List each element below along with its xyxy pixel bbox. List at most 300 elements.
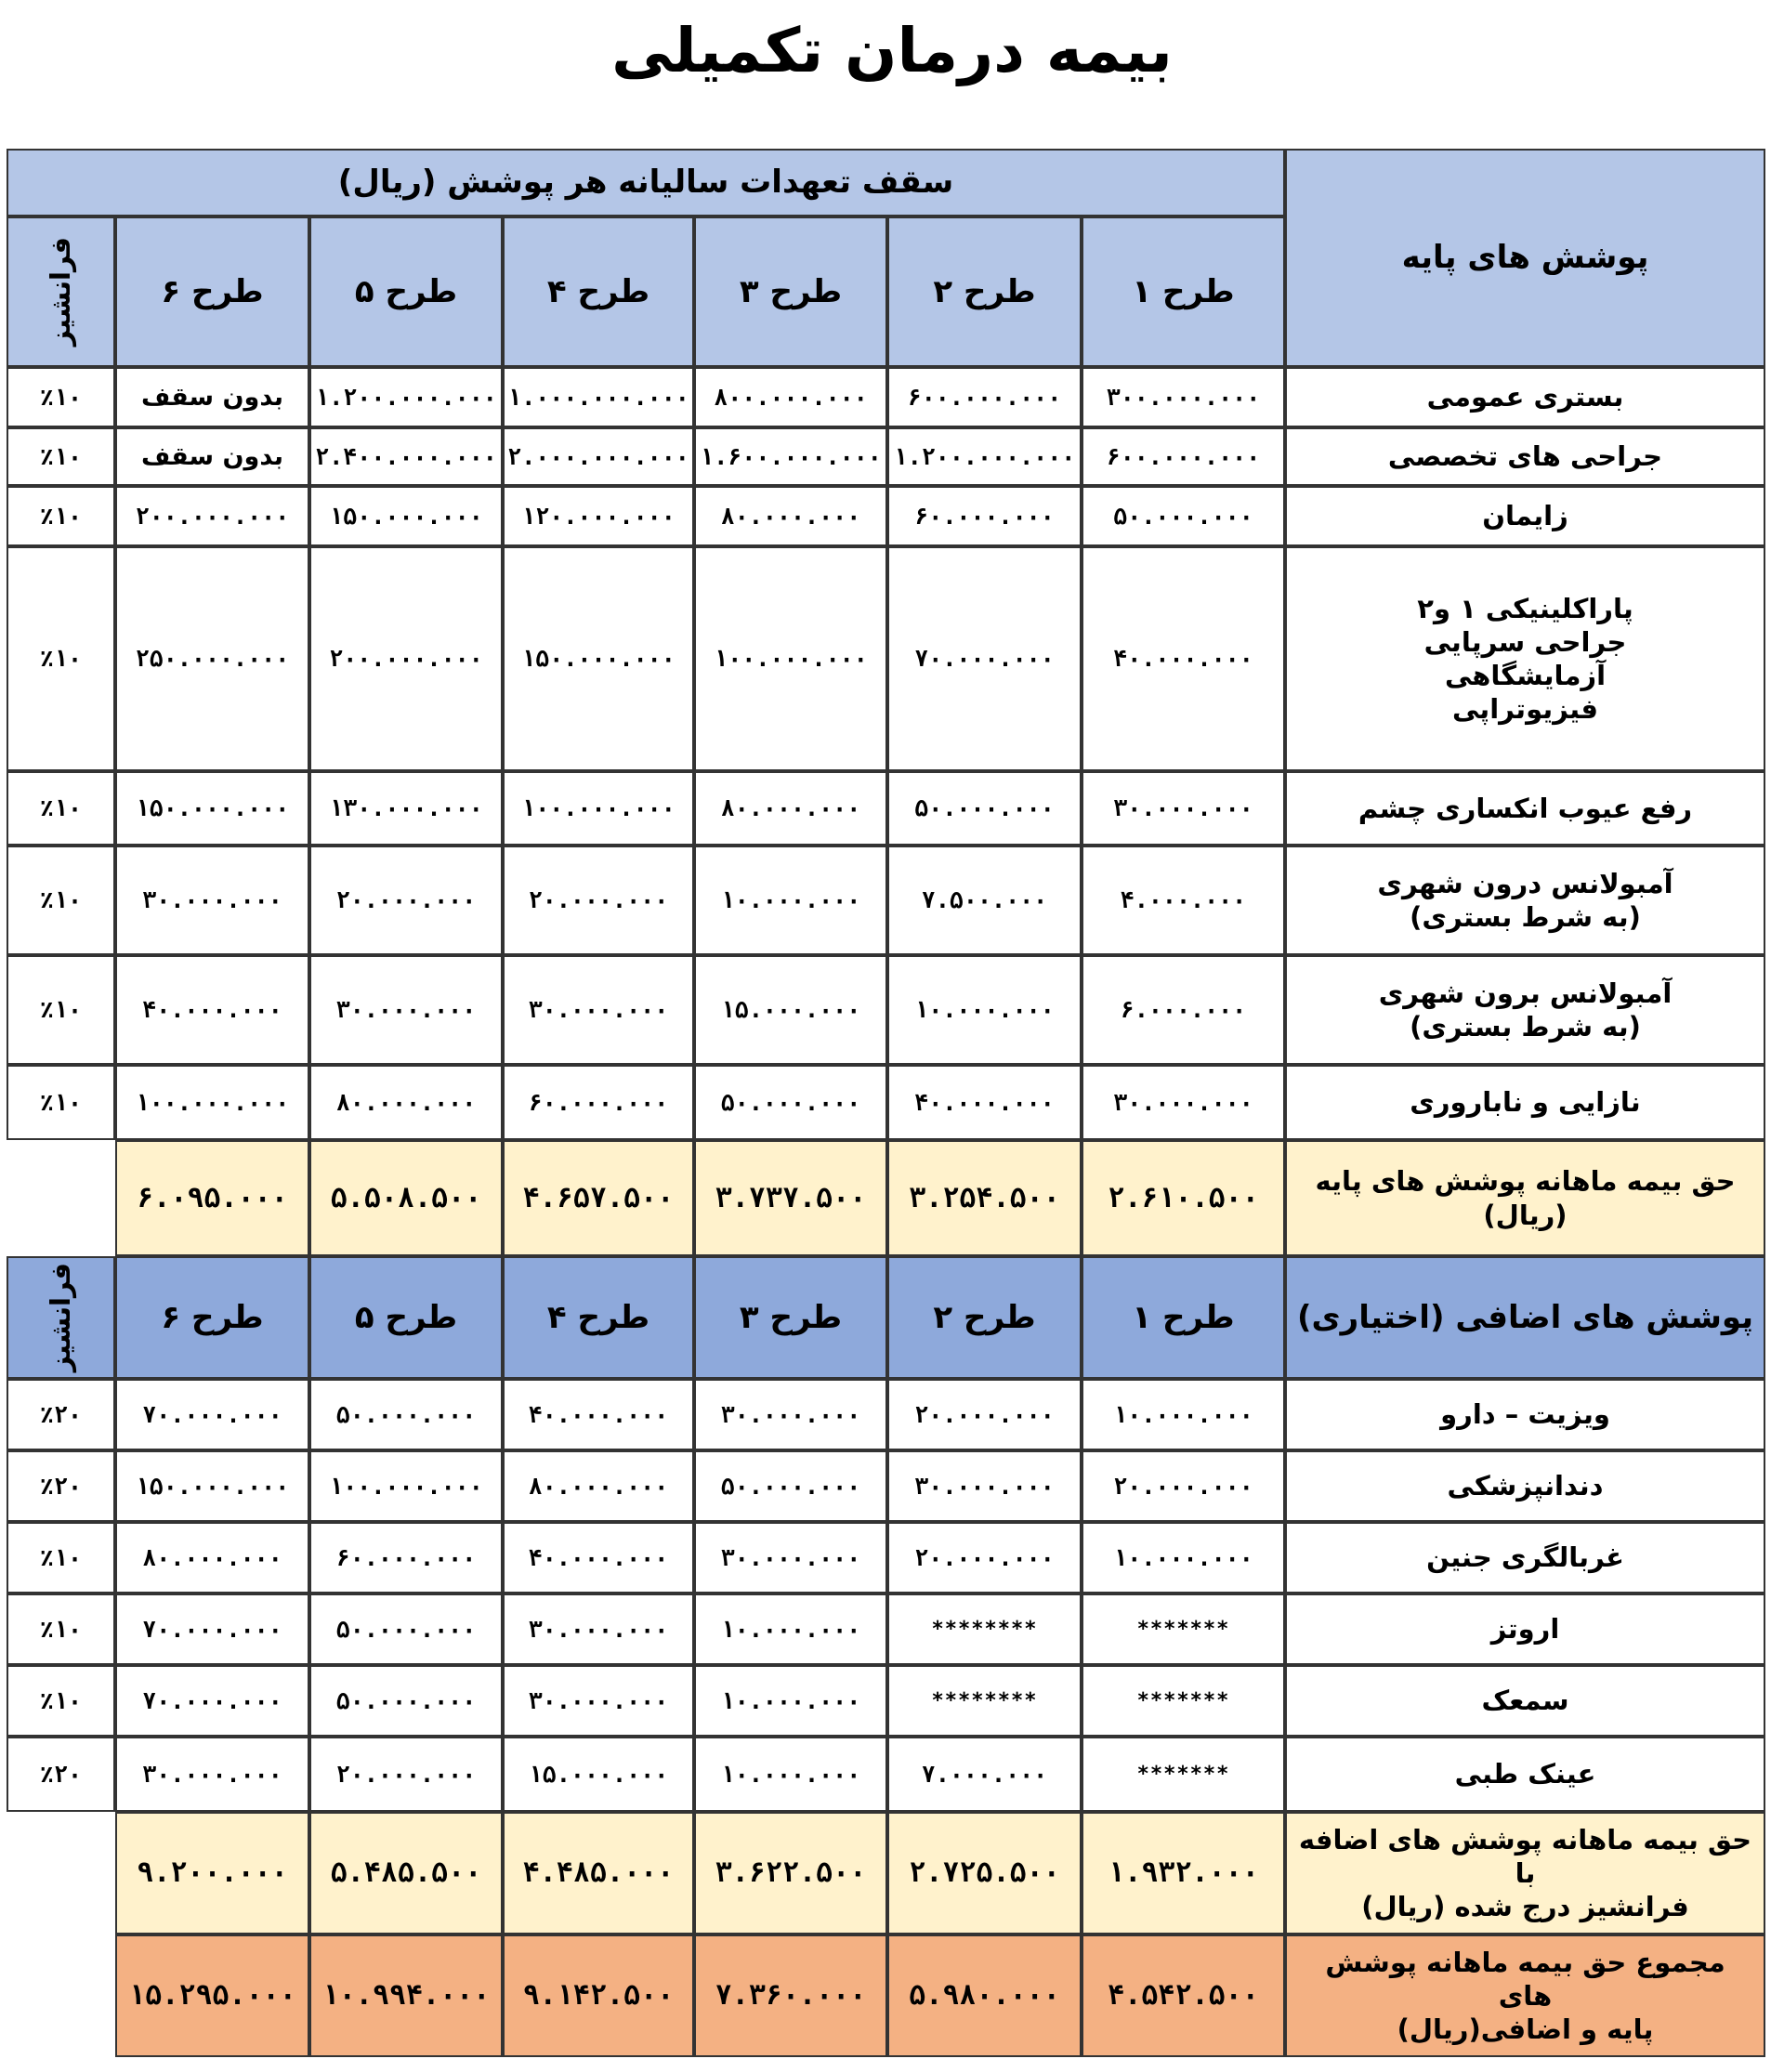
basic-row-6-label: [1285, 846, 1765, 955]
basic-plan-header-5: [309, 216, 503, 367]
basic-premium-plan-5: [309, 1140, 503, 1256]
extra-plan-header-2: [887, 1256, 1082, 1379]
value: ۳۰.۰۰۰.۰۰۰: [528, 1615, 669, 1643]
coverage-name-line: سمعک: [1481, 1685, 1569, 1717]
extra-row-4-plan-2: [887, 1593, 1082, 1665]
coverage-name-line: آمبولانس برون شهری: [1378, 977, 1672, 1009]
basic-header-label: [1285, 149, 1765, 367]
basic-row-7-plan-3: [694, 955, 887, 1065]
coverage-name-line: جراحی سرپایی: [1423, 625, 1627, 658]
coverage-name: [1427, 380, 1624, 413]
value: ۱.۹۳۲.۰۰۰: [1108, 1856, 1259, 1890]
value: ۳۰.۰۰۰.۰۰۰: [914, 1472, 1055, 1500]
basic-row-3-plan-5: [309, 486, 503, 546]
extra-row-2-plan-4: [503, 1450, 694, 1522]
basic-row-5-plan-6: [115, 771, 309, 846]
franchise-label: فرانشیز: [45, 1263, 77, 1372]
value: ۳۰.۰۰۰.۰۰۰: [142, 886, 282, 914]
extra-row-2-franchise: [7, 1450, 115, 1522]
basic-row-3-plan-6: [115, 486, 309, 546]
basic-row-4-plan-2: [887, 546, 1082, 771]
value: ۲۰.۰۰۰.۰۰۰: [528, 886, 669, 914]
basic-row-1-plan-6: [115, 367, 309, 427]
extra-plan-header-6: [115, 1256, 309, 1379]
value: ۷۰.۰۰۰.۰۰۰: [142, 1686, 282, 1714]
value: *******: [1136, 1688, 1230, 1712]
premium-label-line: حق بیمه ماهانه پوشش های پایه: [1315, 1165, 1736, 1198]
value: ۵۰.۰۰۰.۰۰۰: [720, 1472, 861, 1500]
extra-row-5-plan-3: [694, 1665, 887, 1737]
value: ۴۰.۰۰۰.۰۰۰: [142, 996, 282, 1024]
value: ۱۵۰.۰۰۰.۰۰۰: [135, 1472, 290, 1500]
basic-row-7-franchise: [7, 955, 115, 1065]
value: ۷.۵۰۰.۰۰۰: [921, 886, 1048, 914]
value: ۴۰.۰۰۰.۰۰۰: [1113, 645, 1253, 673]
value: ۵۰.۰۰۰.۰۰۰: [335, 1615, 477, 1643]
value: ۴۰.۰۰۰.۰۰۰: [528, 1400, 669, 1428]
extra-premium-label: [1285, 1812, 1765, 1934]
value: ۱.۲۰۰.۰۰۰.۰۰۰: [893, 442, 1076, 470]
basic-row-5-plan-2: [887, 771, 1082, 846]
value: ۳.۲۵۴.۵۰۰: [909, 1181, 1060, 1214]
coverage-name: [1440, 1397, 1610, 1431]
plan-name: طرح ۲: [933, 272, 1036, 310]
extra-premium-plan-4: [503, 1812, 694, 1934]
value: بدون سقف: [140, 382, 284, 412]
coverage-name-line: پاراکلینیکی ۱ و۲: [1417, 592, 1633, 624]
plan-name: طرح ۱: [1132, 1298, 1235, 1336]
extra-row-6-plan-2: [887, 1737, 1082, 1812]
value: ۳۰.۰۰۰.۰۰۰: [720, 1400, 861, 1428]
basic-plan-header-1: [1082, 216, 1285, 367]
plan-name: طرح ۱: [1132, 272, 1235, 310]
franchise-value: ٪۱۰: [39, 794, 83, 822]
value: ********: [931, 1688, 1038, 1712]
extra-row-3-plan-4: [503, 1522, 694, 1593]
extra-row-5-plan-1: [1082, 1665, 1285, 1737]
basic-row-6-plan-6: [115, 846, 309, 955]
basic-row-3-plan-1: [1082, 486, 1285, 546]
basic-row-4-plan-1: [1082, 546, 1285, 771]
extra-row-1-plan-1: [1082, 1379, 1285, 1450]
extra-row-4-label: [1285, 1593, 1765, 1665]
value: ۱۰.۰۰۰.۰۰۰: [720, 1615, 861, 1643]
value: ۴.۰۰۰.۰۰۰: [1120, 886, 1247, 914]
premium-label: [1296, 1823, 1754, 1924]
value: ۲۰.۰۰۰.۰۰۰: [335, 1760, 477, 1788]
value: ۶۰.۰۰۰.۰۰۰: [528, 1088, 669, 1116]
basic-row-2-plan-6: [115, 427, 309, 486]
extra-row-6-plan-3: [694, 1737, 887, 1812]
value: ۲۰.۰۰۰.۰۰۰: [1113, 1472, 1253, 1500]
value: ۱۰.۰۰۰.۰۰۰: [1113, 1400, 1253, 1428]
coverage-name: [1455, 1757, 1596, 1790]
franchise-label: فرانشیز: [45, 237, 77, 347]
extra-row-2-plan-3: [694, 1450, 887, 1522]
value: ۲۰.۰۰۰.۰۰۰: [914, 1543, 1055, 1571]
basic-row-2-plan-1: [1082, 427, 1285, 486]
value: ۵۰.۰۰۰.۰۰۰: [914, 794, 1055, 822]
basic-row-1-plan-4: [503, 367, 694, 427]
value: ۳۰۰.۰۰۰.۰۰۰: [1106, 383, 1261, 411]
extra-premium-plan-3: [694, 1812, 887, 1934]
value: ۱۵.۰۰۰.۰۰۰: [720, 996, 861, 1024]
value: ۵۰.۰۰۰.۰۰۰: [1113, 502, 1253, 530]
basic-row-5-plan-4: [503, 771, 694, 846]
basic-premium-label: [1285, 1140, 1765, 1256]
franchise-value: ٪۱۰: [39, 1686, 83, 1714]
basic-premium-plan-3: [694, 1140, 887, 1256]
coverage-name-line: نازایی و ناباروری: [1410, 1086, 1641, 1119]
value: ۷۰.۰۰۰.۰۰۰: [914, 645, 1055, 673]
extra-row-1-plan-2: [887, 1379, 1082, 1450]
extra-row-2-label: [1285, 1450, 1765, 1522]
basic-row-8-plan-6: [115, 1065, 309, 1140]
basic-row-4-plan-6: [115, 546, 309, 771]
premium-label: [1315, 1164, 1735, 1232]
value: ۱۰.۰۰۰.۰۰۰: [914, 996, 1055, 1024]
value: ۵.۴۸۵.۵۰۰: [330, 1856, 482, 1890]
value: ۱۳۰.۰۰۰.۰۰۰: [329, 794, 483, 822]
total-label-text: [1296, 1946, 1754, 2047]
franchise-value: ٪۱۰: [39, 383, 83, 411]
premium-label-line: فرانشیز درج شده (ریال): [1361, 1891, 1689, 1923]
coverage-name: [1388, 439, 1662, 473]
value: ۸۰.۰۰۰.۰۰۰: [528, 1472, 669, 1500]
extra-plan-header-5: [309, 1256, 503, 1379]
basic-plan-header-4: [503, 216, 694, 367]
value: ۱۰۰.۰۰۰.۰۰۰: [714, 645, 868, 673]
value: ۱۵۰.۰۰۰.۰۰۰: [521, 645, 676, 673]
extra-row-1-plan-3: [694, 1379, 887, 1450]
coverage-name-line: بستری عمومی: [1426, 381, 1624, 413]
basic-row-1-plan-1: [1082, 367, 1285, 427]
extra-row-3-franchise: [7, 1522, 115, 1593]
value: ۳۰.۰۰۰.۰۰۰: [142, 1760, 282, 1788]
value: *******: [1136, 1762, 1230, 1786]
value: ۶.۰۰۰.۰۰۰: [1120, 996, 1247, 1024]
value: ۵۰.۰۰۰.۰۰۰: [720, 1088, 861, 1116]
extra-row-5-plan-4: [503, 1665, 694, 1737]
value: ۱۵.۰۰۰.۰۰۰: [528, 1760, 669, 1788]
basic-row-3-plan-3: [694, 486, 887, 546]
total-plan-4: [503, 1934, 694, 2057]
basic-row-7-plan-2: [887, 955, 1082, 1065]
coverage-name: [1448, 1469, 1604, 1502]
extra-row-5-plan-2: [887, 1665, 1082, 1737]
value: ۶۰۰.۰۰۰.۰۰۰: [907, 383, 1062, 411]
value: ۲۰.۰۰۰.۰۰۰: [914, 1400, 1055, 1428]
value: ۱۰۰.۰۰۰.۰۰۰: [135, 1088, 290, 1116]
coverage-name: [1377, 867, 1672, 935]
basic-row-7-label: [1285, 955, 1765, 1065]
total-label: [1285, 1934, 1765, 2057]
basic-row-8-franchise: [7, 1065, 115, 1140]
basic-row-8-plan-4: [503, 1065, 694, 1140]
extra-row-6-plan-4: [503, 1737, 694, 1812]
basic-premium-spacer: [7, 1140, 115, 1256]
basic-row-1-label: [1285, 367, 1765, 427]
extra-premium-plan-6: [115, 1812, 309, 1934]
basic-row-1-franchise: [7, 367, 115, 427]
value: ۵۰.۰۰۰.۰۰۰: [335, 1400, 477, 1428]
basic-row-8-plan-1: [1082, 1065, 1285, 1140]
value: ۸۰۰.۰۰۰.۰۰۰: [714, 383, 868, 411]
extra-row-1-plan-5: [309, 1379, 503, 1450]
value: ۳۰.۰۰۰.۰۰۰: [1113, 1088, 1253, 1116]
basic-premium-plan-2: [887, 1140, 1082, 1256]
caption-text: سقف تعهدات سالیانه هر پوشش (ریال): [337, 164, 954, 202]
extra-plan-header-4: [503, 1256, 694, 1379]
coverage-name-line: آزمایشگاهی: [1444, 660, 1607, 691]
plan-name: طرح ۳: [739, 272, 843, 310]
coverage-name-line: (به شرط بستری): [1410, 1011, 1641, 1043]
basic-row-5-plan-1: [1082, 771, 1285, 846]
total-plan-2: [887, 1934, 1082, 2057]
extra-row-6-plan-5: [309, 1737, 503, 1812]
basic-row-8-label: [1285, 1065, 1765, 1140]
value: ۱.۶۰۰.۰۰۰.۰۰۰: [700, 442, 882, 470]
basic-row-6-plan-3: [694, 846, 887, 955]
value: ۱۵.۲۹۵.۰۰۰: [128, 1979, 296, 2013]
value: ۹.۲۰۰.۰۰۰: [137, 1856, 288, 1890]
value: ۱۵۰.۰۰۰.۰۰۰: [329, 502, 483, 530]
value: ۲۵۰.۰۰۰.۰۰۰: [135, 645, 290, 673]
plan-name: طرح ۶: [161, 1298, 264, 1336]
extra-row-5-plan-6: [115, 1665, 309, 1737]
basic-row-6-plan-5: [309, 846, 503, 955]
coverage-name-line: آمبولانس درون شهری: [1377, 867, 1673, 899]
value: ۱۵۰.۰۰۰.۰۰۰: [135, 794, 290, 822]
page-title: بیمه درمان تکمیلی: [611, 15, 1173, 86]
coverage-name: [1410, 1085, 1640, 1119]
coverage-name: [1379, 977, 1672, 1044]
value: ۲.۷۲۵.۵۰۰: [909, 1856, 1060, 1890]
value: ۲.۰۰۰.۰۰۰.۰۰۰: [507, 442, 689, 470]
basic-row-6-plan-1: [1082, 846, 1285, 955]
premium-label-line: (ریال): [1483, 1199, 1568, 1231]
extra-row-1-plan-6: [115, 1379, 309, 1450]
plan-name: طرح ۴: [546, 1298, 650, 1336]
franchise-value: ٪۱۰: [39, 645, 83, 673]
total-label-text-line: پایه و اضافی(ریال): [1397, 2013, 1654, 2046]
extra-row-4-plan-3: [694, 1593, 887, 1665]
value: ۷۰.۰۰۰.۰۰۰: [142, 1400, 282, 1428]
extra-row-6-label: [1285, 1737, 1765, 1812]
value: ۶.۰۹۵.۰۰۰: [137, 1181, 288, 1214]
coverage-name-line: غربالگری جنین: [1426, 1541, 1624, 1574]
basic-plan-header-3: [694, 216, 887, 367]
value: ۳.۶۲۲.۵۰۰: [715, 1856, 867, 1890]
value: ۵۰.۰۰۰.۰۰۰: [335, 1686, 477, 1714]
extra-row-3-plan-6: [115, 1522, 309, 1593]
value: ۳۰.۰۰۰.۰۰۰: [720, 1543, 861, 1571]
basic-row-2-plan-5: [309, 427, 503, 486]
value: ۸۰.۰۰۰.۰۰۰: [720, 794, 861, 822]
basic-row-1-plan-5: [309, 367, 503, 427]
basic-row-6-plan-2: [887, 846, 1082, 955]
extra-row-3-label: [1285, 1522, 1765, 1593]
franchise-value: ٪۱۰: [39, 1088, 83, 1116]
basic-row-3-label: [1285, 486, 1765, 546]
value: ۶۰.۰۰۰.۰۰۰: [335, 1543, 477, 1571]
value: ۱.۰۰۰.۰۰۰.۰۰۰: [507, 383, 689, 411]
value: ۸۰.۰۰۰.۰۰۰: [335, 1088, 477, 1116]
extra-premium-plan-1: [1082, 1812, 1285, 1934]
coverage-name: [1358, 792, 1692, 825]
basic-row-2-plan-3: [694, 427, 887, 486]
extra-row-5-label: [1285, 1665, 1765, 1737]
value: ۷.۳۶۰.۰۰۰: [715, 1979, 867, 2013]
header-text: پوشش های پایه: [1401, 239, 1649, 277]
extra-row-2-plan-2: [887, 1450, 1082, 1522]
plan-name: طرح ۵: [354, 272, 458, 310]
basic-row-6-franchise: [7, 846, 115, 955]
value: ۱۰۰.۰۰۰.۰۰۰: [521, 794, 676, 822]
value: ۱۲۰.۰۰۰.۰۰۰: [521, 502, 676, 530]
coverage-name-line: زایمان: [1482, 500, 1568, 532]
plan-name: طرح ۶: [161, 272, 264, 310]
value: ۳۰.۰۰۰.۰۰۰: [528, 1686, 669, 1714]
basic-row-2-franchise: [7, 427, 115, 486]
extra-row-2-plan-6: [115, 1450, 309, 1522]
plan-name: طرح ۴: [546, 272, 650, 310]
value: ۲۰۰.۰۰۰.۰۰۰: [329, 645, 483, 673]
header-text: پوشش های اضافی (اختیاری): [1296, 1298, 1754, 1336]
plan-name: طرح ۵: [354, 1298, 458, 1336]
coverage-name: [1491, 1612, 1560, 1646]
total-plan-1: [1082, 1934, 1285, 2057]
value: ۴۰.۰۰۰.۰۰۰: [914, 1088, 1055, 1116]
coverage-name-line: اروتز: [1490, 1613, 1560, 1646]
plan-name: طرح ۳: [739, 1298, 843, 1336]
basic-row-5-franchise: [7, 771, 115, 846]
total-plan-3: [694, 1934, 887, 2057]
basic-row-4-plan-3: [694, 546, 887, 771]
extra-row-1-franchise: [7, 1379, 115, 1450]
value: ۱.۲۰۰.۰۰۰.۰۰۰: [315, 383, 497, 411]
coverage-name-line: (به شرط بستری): [1410, 901, 1641, 933]
value: ۱۰.۰۰۰.۰۰۰: [720, 1760, 861, 1788]
coverage-name: [1426, 1541, 1624, 1574]
basic-row-7-plan-1: [1082, 955, 1285, 1065]
basic-row-3-plan-4: [503, 486, 694, 546]
coverage-name: [1482, 499, 1568, 532]
basic-row-6-plan-4: [503, 846, 694, 955]
value: ۲.۴۰۰.۰۰۰.۰۰۰: [315, 442, 497, 470]
value: ۷۰.۰۰۰.۰۰۰: [142, 1615, 282, 1643]
value: ۱۰.۰۰۰.۰۰۰: [720, 886, 861, 914]
basic-row-2-label: [1285, 427, 1765, 486]
coverage-name-line: دندانپزشکی: [1447, 1470, 1604, 1502]
franchise-value: ٪۲۰: [39, 1400, 83, 1428]
extra-row-6-plan-6: [115, 1737, 309, 1812]
extra-row-5-plan-5: [309, 1665, 503, 1737]
extra-plan-header-1: [1082, 1256, 1285, 1379]
extra-row-2-plan-1: [1082, 1450, 1285, 1522]
coverage-name-line: فیزیوتراپی: [1451, 693, 1599, 726]
franchise-value: ٪۱۰: [39, 996, 83, 1024]
extra-row-4-plan-6: [115, 1593, 309, 1665]
extra-row-3-plan-1: [1082, 1522, 1285, 1593]
franchise-value: ٪۱۰: [39, 1543, 83, 1571]
basic-row-7-plan-6: [115, 955, 309, 1065]
basic-premium-plan-6: [115, 1140, 309, 1256]
basic-plan-header-2: [887, 216, 1082, 367]
value: ۲.۶۱۰.۵۰۰: [1108, 1181, 1259, 1214]
extra-row-4-plan-5: [309, 1593, 503, 1665]
basic-row-3-franchise: [7, 486, 115, 546]
total-plan-5: [309, 1934, 503, 2057]
franchise-value: ٪۲۰: [39, 1760, 83, 1788]
basic-row-8-plan-2: [887, 1065, 1082, 1140]
value: ********: [931, 1617, 1038, 1641]
value: ۵.۵۰۸.۵۰۰: [330, 1181, 482, 1214]
extra-row-3-plan-5: [309, 1522, 503, 1593]
value: ۴.۴۸۵.۰۰۰: [522, 1856, 675, 1890]
basic-row-1-plan-2: [887, 367, 1082, 427]
value: ۵.۹۸۰.۰۰۰: [909, 1979, 1060, 2013]
extra-row-3-plan-2: [887, 1522, 1082, 1593]
extra-row-5-franchise: [7, 1665, 115, 1737]
franchise-value: ٪۲۰: [39, 1472, 83, 1500]
extra-row-4-franchise: [7, 1593, 115, 1665]
basic-row-8-plan-3: [694, 1065, 887, 1140]
extra-franchise-header: [7, 1256, 115, 1379]
basic-row-4-plan-4: [503, 546, 694, 771]
value: ۹.۱۴۲.۵۰۰: [522, 1979, 675, 2013]
total-label-text-line: مجموع حق بیمه ماهانه پوشش های: [1325, 1946, 1725, 2012]
basic-plan-header-6: [115, 216, 309, 367]
value: ۸۰.۰۰۰.۰۰۰: [720, 502, 861, 530]
value: ۲۰۰.۰۰۰.۰۰۰: [135, 502, 290, 530]
value: ۴.۶۵۷.۵۰۰: [522, 1181, 675, 1214]
coverage-name: [1481, 1684, 1568, 1717]
basic-premium-plan-4: [503, 1140, 694, 1256]
extra-premium-plan-5: [309, 1812, 503, 1934]
value: ۷.۰۰۰.۰۰۰: [921, 1760, 1048, 1788]
value: ۱۰.۰۰۰.۰۰۰: [720, 1686, 861, 1714]
extra-row-1-label: [1285, 1379, 1765, 1450]
basic-row-3-plan-2: [887, 486, 1082, 546]
franchise-value: ٪۱۰: [39, 442, 83, 470]
extra-row-4-plan-1: [1082, 1593, 1285, 1665]
extra-header-label: [1285, 1256, 1765, 1379]
basic-row-5-plan-5: [309, 771, 503, 846]
value: بدون سقف: [140, 441, 284, 471]
value: ۱۰۰.۰۰۰.۰۰۰: [329, 1472, 483, 1500]
basic-row-7-plan-4: [503, 955, 694, 1065]
value: ۲۰.۰۰۰.۰۰۰: [335, 886, 477, 914]
basic-caption: [7, 149, 1285, 216]
extra-row-4-plan-4: [503, 1593, 694, 1665]
basic-row-1-plan-3: [694, 367, 887, 427]
basic-row-4-plan-5: [309, 546, 503, 771]
basic-premium-plan-1: [1082, 1140, 1285, 1256]
value: ۳.۷۳۷.۵۰۰: [715, 1181, 867, 1214]
franchise-value: ٪۱۰: [39, 1615, 83, 1643]
basic-franchise-header: [7, 216, 115, 367]
value: ۸۰.۰۰۰.۰۰۰: [142, 1543, 282, 1571]
coverage-name-line: رفع عیوب انکساری چشم: [1358, 792, 1693, 824]
basic-row-2-plan-2: [887, 427, 1082, 486]
extra-premium-plan-2: [887, 1812, 1082, 1934]
franchise-value: ٪۱۰: [39, 886, 83, 914]
value: ۳۰.۰۰۰.۰۰۰: [1113, 794, 1253, 822]
extra-row-1-plan-4: [503, 1379, 694, 1450]
value: ۶۰.۰۰۰.۰۰۰: [914, 502, 1055, 530]
basic-row-7-plan-5: [309, 955, 503, 1065]
